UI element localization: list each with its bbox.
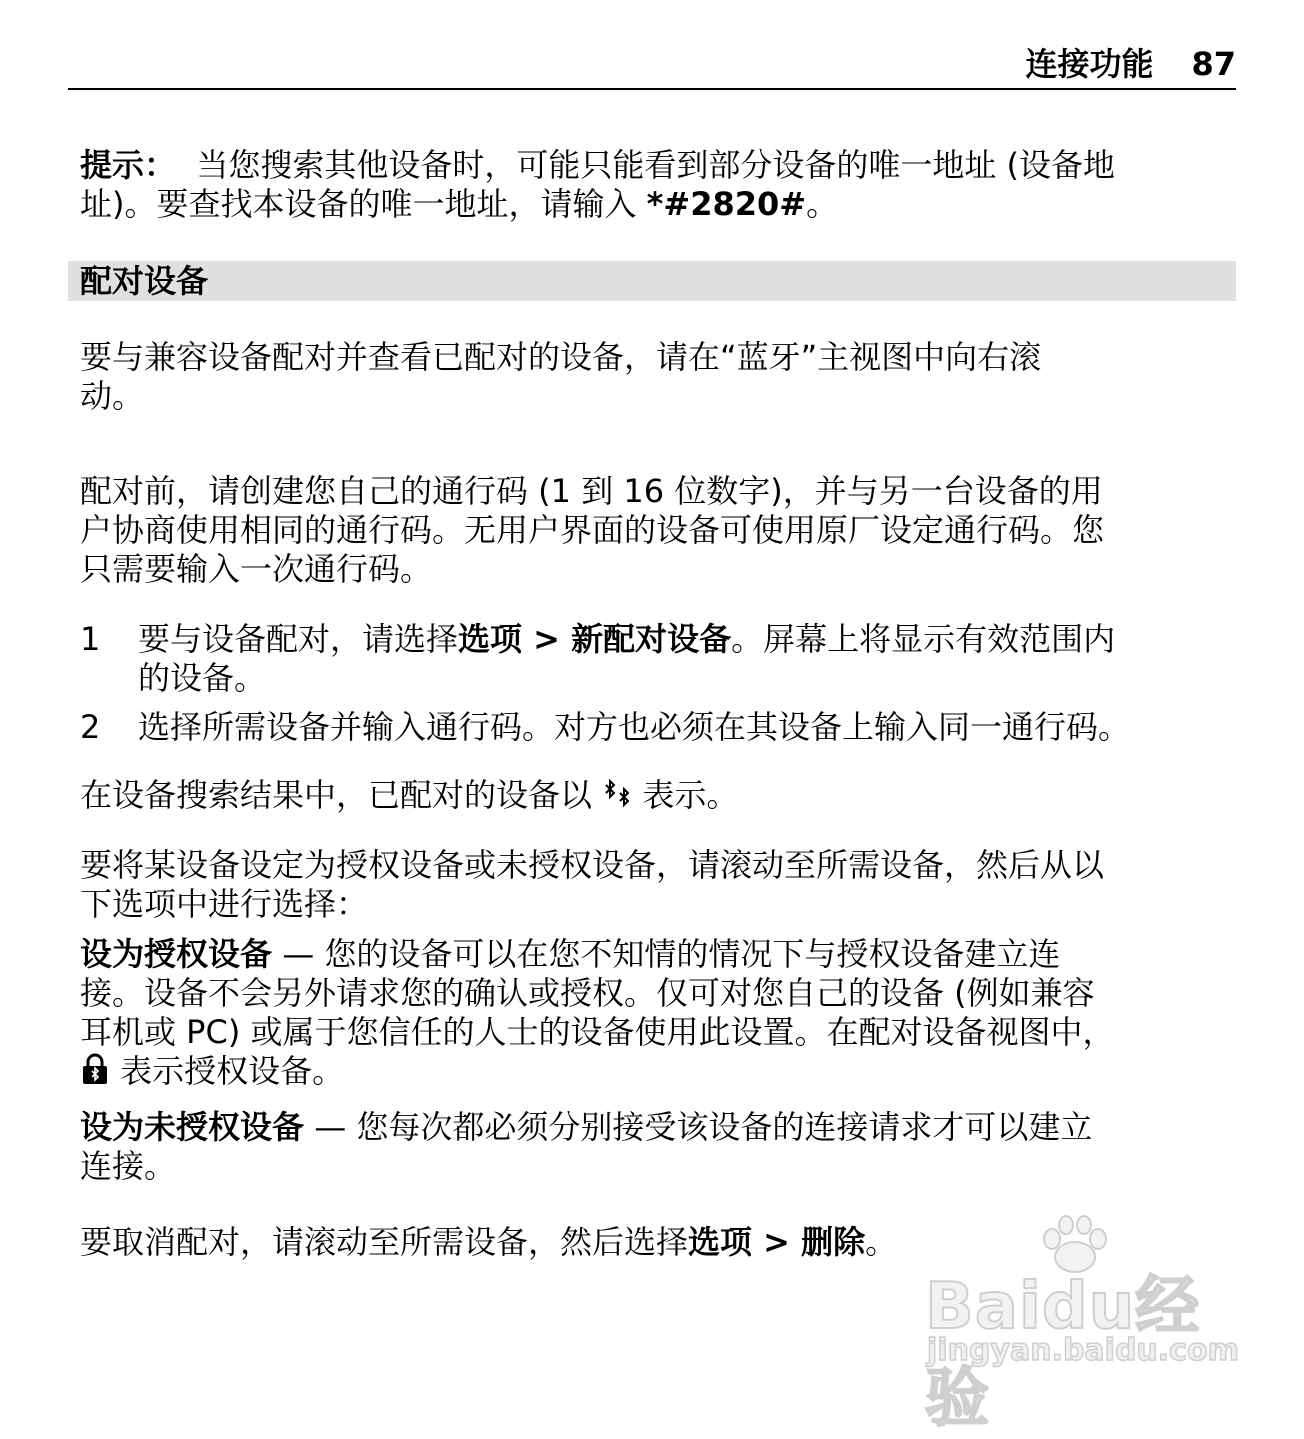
menu-options: 选项: [688, 1223, 753, 1261]
paired-indicator-paragraph: 在设备搜索结果中，已配对的设备以 表示。: [80, 776, 1230, 818]
option-set-authorized: 设为授权设备: [80, 935, 273, 973]
tip-paragraph: 提示： 当您搜索其他设备时，可能只能看到部分设备的唯一地址 (设备地 址)。要查找本设备的唯一地址，请输入 *#2820#。: [80, 146, 1116, 223]
menu-new-paired-device: 新配对设备: [571, 620, 732, 658]
device-address-code: *#2820#: [646, 185, 807, 223]
authorization-intro-paragraph: 要将某设备设定为授权设备或未授权设备，请滚动至所需设备，然后从以 下选项中进行选择：: [80, 846, 1105, 923]
section-title: 配对设备: [80, 262, 209, 300]
steps-list: [80, 620, 1230, 747]
section-heading: [68, 261, 1236, 301]
page-header: [68, 40, 1236, 90]
list-item: 1 要与设备配对，请选择选项 > 新配对设备。屏幕上将显示有效范围内 的设备。: [80, 620, 1116, 697]
bluetooth-paired-icon: [602, 779, 632, 818]
tip-line-2: 址)。要查找本设备的唯一地址，请输入: [80, 185, 647, 223]
baidu-watermark: [925, 1215, 1239, 1436]
chapter-title: 连接功能: [1025, 45, 1154, 83]
watermark-url: jingyan.baidu.com: [927, 1333, 1239, 1368]
watermark-logo: Baidu经验: [925, 1270, 1201, 1436]
passcode-paragraph: 配对前，请创建您自己的通行码 (1 到 16 位数字)，并与另一台设备的用 户协商使用相同的通行码。无用户界面的设备可使用原厂设定通行码。您 只需要输入一次通行码。: [80, 472, 1105, 588]
menu-delete: 删除: [801, 1223, 866, 1261]
tip-label: 提示：: [80, 146, 177, 184]
page-number: 87: [1191, 45, 1236, 83]
authorized-lock-icon: [80, 1053, 110, 1094]
option-set-unauthorized: 设为未授权设备: [80, 1108, 305, 1146]
authorized-option: 设为授权设备 — 您的设备可以在您不知情的情况下与授权设备建立连 接。设备不会另外请求您的确认或授权。仅可对您自己的设备 (例如兼容 耳机或 PC) 或属于您信任的人士的设备使用此设置。在配对设备视图中， 表示授权设备。: [80, 935, 1230, 1094]
menu-options: 选项: [458, 620, 523, 658]
tip-line-1: 当您搜索其他设备时，可能只能看到部分设备的唯一地址 (设备地: [196, 146, 1116, 184]
unpair-paragraph: 要取消配对，请滚动至所需设备，然后选择选项 > 删除。: [80, 1223, 898, 1261]
pairing-intro-paragraph: 要与兼容设备配对并查看已配对的设备，请在“蓝牙”主视图中向右滚 动。: [80, 338, 1042, 415]
list-item: 2 选择所需设备并输入通行码。对方也必须在其设备上输入同一通行码。: [80, 708, 1131, 746]
unauthorized-option: 设为未授权设备 — 您每次都必须分别接受该设备的连接请求才可以建立 连接。: [80, 1108, 1093, 1185]
